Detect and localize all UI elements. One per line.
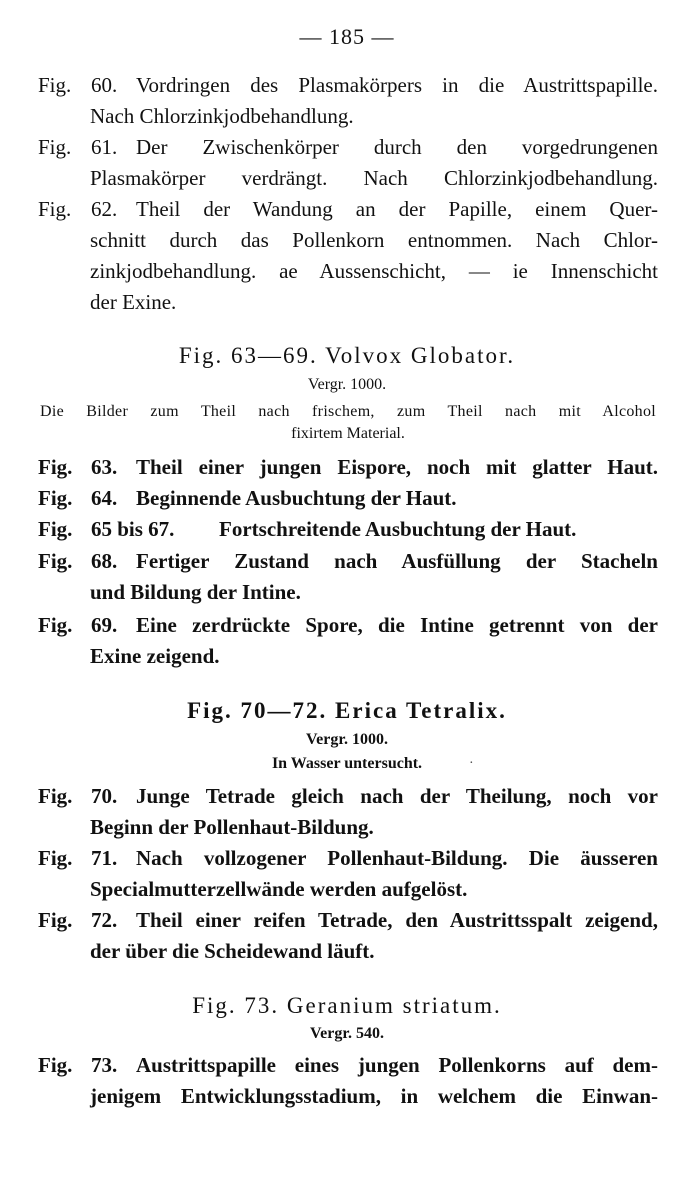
- section-heading-volvox: Fig. 63—69. Volvox Globator.: [178, 343, 516, 368]
- fig-number: 73.: [91, 1053, 118, 1077]
- entry-line: und Bildung der Intine.: [90, 580, 301, 604]
- figure-entry-70: [38, 781, 658, 843]
- fig-number: 69.: [91, 613, 118, 637]
- entry-line: Plasmakörper verdrängt. Nach Chlorzinkjodbehandlung.: [90, 166, 658, 190]
- fig-number: 65 bis 67.: [91, 517, 175, 541]
- entry-line: Der Zwischenkörper durch den vorgedrungenen: [136, 135, 658, 159]
- fig-number: 68.: [91, 549, 118, 573]
- fig-label: Fig.: [38, 197, 72, 221]
- entry-line: jenigem Entwicklungsstadium, in welchem die Einwan-: [90, 1084, 658, 1108]
- magnification-erica: Vergr. 1000.: [306, 731, 388, 748]
- fig-label: Fig.: [38, 784, 73, 808]
- figure-entry-73: [38, 1050, 658, 1112]
- entry-line: zinkjodbehandlung. ae Aussenschicht, — ie Innenschicht: [90, 259, 658, 283]
- entry-line: der über die Scheidewand läuft.: [90, 939, 375, 963]
- note-line: fixirtem Material.: [291, 425, 405, 442]
- section-note-erica: In Wasser untersucht.: [271, 755, 423, 772]
- fig-label: Fig.: [38, 908, 73, 932]
- figure-entry-61: [38, 132, 658, 194]
- figure-entry-62: [38, 194, 658, 318]
- fig-label: Fig.: [38, 517, 73, 541]
- figure-entry-68: [38, 546, 658, 608]
- fig-number: 63.: [91, 455, 118, 479]
- fig-label: Fig.: [38, 486, 73, 510]
- figure-entry-60: [38, 70, 658, 132]
- fig-label: Fig.: [38, 73, 72, 97]
- fig-label: Fig.: [38, 549, 73, 573]
- fig-label: Fig.: [38, 846, 73, 870]
- fig-label: Fig.: [38, 135, 72, 159]
- section-heading-geranium: Fig. 73. Geranium striatum.: [192, 993, 502, 1018]
- entry-line: der Exine.: [90, 290, 177, 314]
- entry-line: Theil einer reifen Tetrade, den Austrittsspalt zeigend,: [136, 908, 658, 932]
- fig-number: 64.: [91, 486, 118, 510]
- fig-number: 62.: [91, 197, 118, 221]
- entry-line: Specialmutterzellwände werden aufgelöst.: [90, 877, 468, 901]
- entry-line: Nach Chlorzinkjodbehandlung.: [90, 104, 354, 128]
- entry-line: Exine zeigend.: [90, 644, 220, 668]
- figure-entry-64: [38, 483, 658, 514]
- entry-line: Theil der Wandung an der Papille, einem Quer-: [136, 197, 658, 221]
- fig-label: Fig.: [38, 613, 73, 637]
- entry-line: Vordringen des Plasmakörpers in die Austrittspapille.: [136, 73, 658, 97]
- fig-number: 70.: [91, 784, 118, 808]
- entry-line: Theil einer jungen Eispore, noch mit glatter Haut.: [136, 455, 658, 479]
- entry-line: Austrittspapille eines jungen Pollenkorns auf dem-: [136, 1053, 658, 1077]
- entry-line: Junge Tetrade gleich nach der Theilung, noch vor: [136, 784, 658, 808]
- figure-entry-65-67: [38, 514, 658, 545]
- entry-line: Beginnende Ausbuchtung der Haut.: [136, 486, 457, 510]
- fig-label: Fig.: [38, 455, 73, 479]
- section-note-volvox: [40, 401, 656, 445]
- entry-line: Fortschreitende Ausbuchtung der Haut.: [219, 517, 577, 541]
- entry-line: schnitt durch das Pollenkorn entnommen. Nach Chlor-: [90, 228, 658, 252]
- entry-line: Fertiger Zustand nach Ausfüllung der Stacheln: [136, 549, 658, 573]
- fig-number: 60.: [91, 73, 118, 97]
- section-heading-erica: Fig. 70—72. Erica Tetralix.: [187, 698, 507, 723]
- entry-line: Nach vollzogener Pollenhaut-Bildung. Die äusseren: [136, 846, 658, 870]
- figure-entry-63: [38, 452, 658, 483]
- figure-entry-71: [38, 843, 658, 905]
- fig-label: Fig.: [38, 1053, 73, 1077]
- note-line: Die Bilder zum Theil nach frischem, zum Theil nach mit Alcohol: [40, 403, 656, 420]
- fig-number: 61.: [91, 135, 118, 159]
- entry-line: Eine zerdrückte Spore, die Intine getrennt von der: [136, 613, 658, 637]
- figure-entry-72: [38, 905, 658, 967]
- entry-line: Beginn der Pollenhaut-Bildung.: [90, 815, 374, 839]
- stray-mark: ·: [469, 756, 474, 771]
- magnification-geranium: Vergr. 540.: [310, 1025, 384, 1042]
- fig-number: 72.: [91, 908, 118, 932]
- fig-number: 71.: [91, 846, 118, 870]
- page-number: — 185 —: [299, 24, 395, 49]
- magnification-volvox: Vergr. 1000.: [307, 376, 387, 393]
- figure-entry-69: [38, 610, 658, 672]
